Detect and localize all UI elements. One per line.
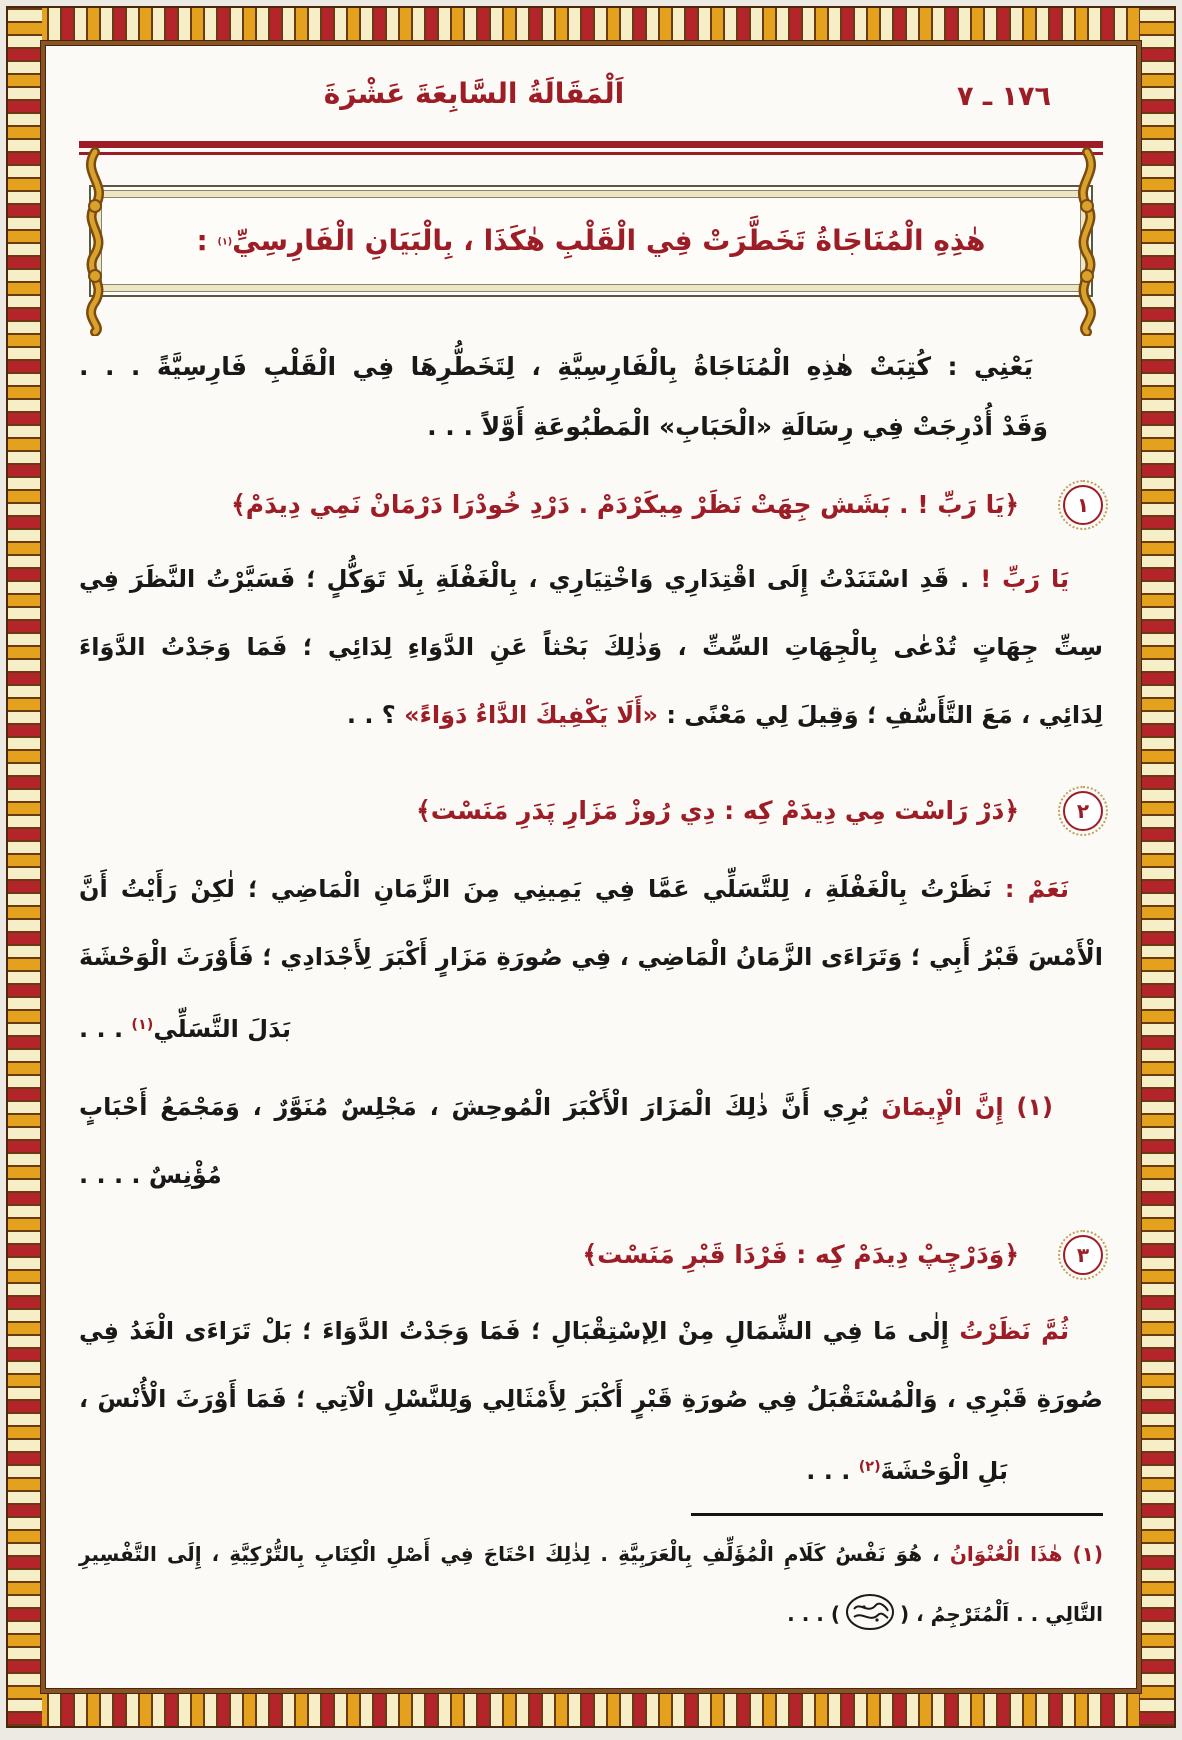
inline-note-lead: (١) إِنَّ الْإِيمَانَ <box>881 1092 1053 1121</box>
paragraph-2-lead: نَعَمْ : <box>1004 875 1069 903</box>
translator-seal-stamp <box>844 1591 896 1656</box>
paragraph-1-text-3-end: ؟ . . <box>346 701 405 729</box>
paragraph-3-dots: . . . <box>806 1456 859 1485</box>
paragraph-2-line-1 <box>79 855 1103 923</box>
ornamental-border-top <box>8 8 1174 42</box>
footnote-line-2 <box>79 1584 1103 1656</box>
verse-number-medallion-1 <box>1063 485 1103 525</box>
footnote-ref-1-title: (١) <box>217 236 233 248</box>
inline-note-line-1 <box>79 1073 1103 1141</box>
paragraph-2 <box>79 855 1103 1063</box>
verse-row-2 <box>79 779 1103 843</box>
footnote-block <box>79 1524 1103 1656</box>
page-header <box>79 73 1103 131</box>
gold-scroll-ornament-left <box>73 146 117 336</box>
verse-number: ٣ <box>1076 1242 1090 1267</box>
footnote-separator <box>691 1513 1103 1516</box>
verse-text-2: ﴿دَرْ رَاسْت مِي دِيدَمْ كِه : دِي رُوزْ مَزَارِ پَدَرِ مَنَسْت﴾ <box>416 796 1019 825</box>
footnote-ref-1-inline: (١) <box>131 1017 154 1033</box>
page-content <box>47 47 1135 1687</box>
paragraph-2-text-3: بَدَلَ التَّسَلِّي <box>153 1014 291 1043</box>
paragraph-3-line-1 <box>79 1297 1103 1365</box>
verse-number: ١ <box>1076 493 1090 517</box>
footnote-line-1 <box>79 1524 1103 1584</box>
paragraph-1-lead: يَا رَبِّ ! <box>980 565 1069 593</box>
footnote-text-1: ، هُوَ نَفْسُ كَلَامِ الْمُؤَلِّفِ بِالْعَرَبِيَّةِ . لِذٰلِكَ احْتَاجَ فِي أَصْلِ الْكِتَابِ بِالتُّرْكِيَّةِ ، إِلَى التَّفْسِيرِ <box>79 1541 950 1566</box>
footnote-text-2a: التَّالِي . . اَلْمُتَرْجِمُ ، ( <box>899 1601 1103 1626</box>
chapter-title: اَلْمَقَالَةُ السَّابِعَةَ عَشْرَةَ <box>323 77 625 110</box>
verse-row-1 <box>79 473 1103 537</box>
paragraph-2-text-1: نَظَرْتُ بِالْغَفْلَةِ ، لِلتَّسَلِّي عَمَّا فِي يَمِينِي مِنَ الزَّمَانِ الْمَاضِي ؛ لٰكِنْ رَأَيْتُ أَنَّ <box>79 875 1005 903</box>
intro-line-1: يَعْنِي : كُتِبَتْ هٰذِهِ الْمُنَاجَاةُ بِالْفَارِسِيَّةِ ، لِتَخَطُّرِهَا فِي الْقَلْبِ فَارِسِيَّةً . . . <box>79 352 1033 381</box>
paragraph-1 <box>79 545 1103 749</box>
inline-note-line-2: مُؤْنِسٌ . . . . <box>79 1160 222 1189</box>
header-rule-thick <box>79 141 1103 148</box>
verse-number: ٢ <box>1076 799 1090 823</box>
verse-row-3 <box>79 1223 1103 1287</box>
paragraph-2-dots: . . . <box>79 1014 132 1043</box>
title-ornament-box <box>89 185 1093 297</box>
ornamental-border-left <box>8 8 42 1726</box>
footnote-lead: (١) هٰذَا الْعُنْوَانُ <box>949 1541 1103 1566</box>
paragraph-3-line-2: صُورَةِ قَبْرِي ، وَالْمُسْتَقْبَلُ فِي صُورَةِ قَبْرٍ أَكْبَرَ لِأَمْثَالِي وَلِلنَّسْلِ الْآتِي ؛ فَمَا أَوْرَثَ الْأُنْسَ ، <box>79 1384 1103 1413</box>
verse-text-1: ﴿يَا رَبِّ ! . بَشَش جِهَتْ نَظَرْ مِيكَرْدَمْ . دَرْدِ خُودْرَا دَرْمَانْ نَمِي دِيدَمْ﴾ <box>231 490 1019 519</box>
section-title-text: هٰذِهِ الْمُنَاجَاةُ تَخَطَّرَتْ فِي الْقَلْبِ هٰكَذَا ، بِالْبَيَانِ الْفَارِسِيِّ <box>232 224 986 257</box>
section-title-colon: : <box>196 224 218 257</box>
paragraph-1-quote: «أَلَا يَكْفِيكَ الدَّاءُ دَوَاءً» <box>404 701 658 729</box>
header-rule-thin <box>79 152 1103 155</box>
paragraph-3-line-3 <box>79 1433 1103 1505</box>
verse-number-medallion-3 <box>1063 1235 1103 1275</box>
intro-line-2: وَقَدْ أُدْرِجَتْ فِي رِسَالَةِ «الْحَبَابِ» الْمَطْبُوعَةِ أَوَّلاً . . . <box>427 412 1048 441</box>
verse-text-3: ﴿وَدَرْچِپْ دِيدَمْ كِه : فَرْدَا قَبْرِ مَنَسْت﴾ <box>582 1239 1019 1269</box>
paragraph-3-text-3: بَلِ الْوَحْشَةَ <box>880 1456 1008 1485</box>
ornamental-border-right <box>1140 8 1174 1726</box>
paragraph-2-line-3 <box>79 991 1103 1063</box>
inline-note-text-1: يُرِي أَنَّ ذٰلِكَ الْمَزَارَ الْأَكْبَرَ الْمُوحِشَ ، مَجْلِسٌ مُنَوَّرٌ ، وَمَجْمَعُ أَحْبَابٍ <box>79 1092 882 1121</box>
paragraph-2-line-2: الْأَمْسَ قَبْرُ أَبِي ؛ وَتَرَاءَى الزَّمَانُ الْمَاضِي ، فِي صُورَةِ مَزَارٍ أَكْبَرَ لِأَجْدَادِي ؛ فَأَوْرَثَ الْوَحْشَةَ <box>79 943 1103 971</box>
inline-note-1 <box>79 1073 1103 1209</box>
book-page <box>6 6 1176 1728</box>
paragraph-1-text-1: . قَدِ اسْتَنَدْتُ إِلَى اقْتِدَارِي وَاخْتِيَارِي ، بِالْغَفْلَةِ بِلَا تَوَكُّلٍ ؛ فَسَيَّرْتُ النَّظَرَ فِي <box>79 565 981 593</box>
paragraph-3-text-1: إِلٰى مَا فِي الشِّمَالِ مِنْ الِإسْتِقْبَالِ ؛ فَمَا وَجَدْتُ الدَّوَاءَ ؛ بَلْ تَرَاءَى الْغَدُ فِي <box>79 1316 960 1345</box>
verse-number-medallion-2 <box>1063 791 1103 831</box>
paragraph-1-line-1 <box>79 545 1103 613</box>
ornamental-border-bottom <box>8 1692 1174 1726</box>
page-number: ١٧٦ ـ ٧ <box>957 81 1051 112</box>
paragraph-1-line-2: سِتِّ جِهَاتٍ تُدْعٰى بِالْجِهَاتِ السِّتِّ ، وَذٰلِكَ بَحْثاً عَنِ الدَّوَاءِ لِدَائِي ؛ فَمَا وَجَدْتُ الدَّوَاءَ <box>79 633 1103 661</box>
gold-scroll-ornament-right <box>1065 146 1109 336</box>
paragraph-1-text-3: لِدَائِي ، مَعَ التَّأَسُّفِ ؛ وَقِيلَ لِي مَعْنًى : <box>657 701 1103 729</box>
paragraph-3 <box>79 1297 1103 1505</box>
paragraph-3-lead: ثُمَّ نَظَرْتُ <box>959 1316 1069 1345</box>
paragraph-1-line-3 <box>79 681 1103 749</box>
footnote-text-2b: ) . . . <box>787 1601 840 1626</box>
footnote-ref-2-inline: (٢) <box>858 1458 881 1475</box>
